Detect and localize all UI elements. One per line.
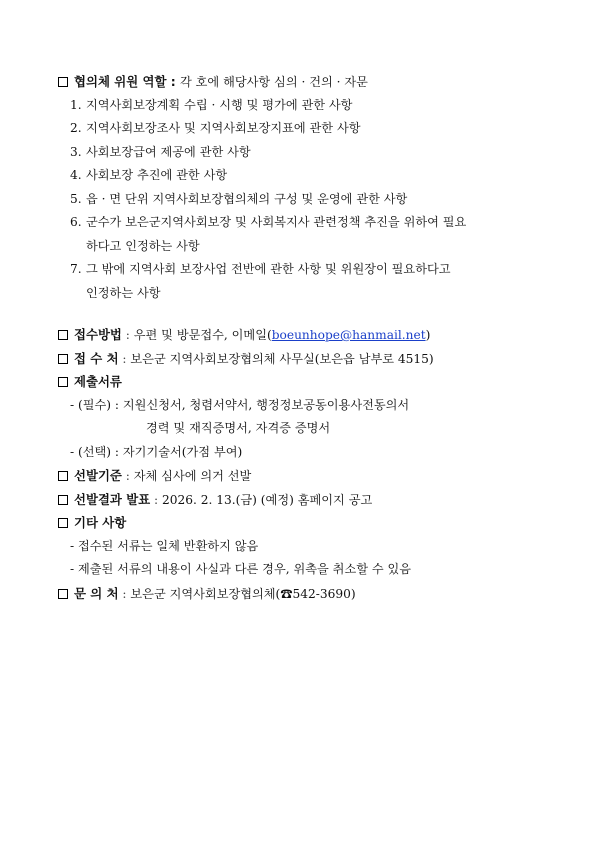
result-title: 선발결과 발표 — [74, 491, 151, 507]
role-section-header — [58, 70, 548, 94]
item-number: 7. — [70, 262, 82, 276]
contact-text: 보은군 지역사회보장협의체( — [130, 586, 281, 601]
etc-text: - 접수된 서류는 일체 반환하지 않음 — [70, 538, 259, 553]
checkbox-square-icon — [58, 495, 68, 505]
colon: : — [150, 492, 162, 507]
role-title: 협의체 위원 역할 — [74, 74, 167, 89]
docs-required-cont — [58, 417, 548, 441]
colon: : — [118, 586, 131, 601]
phone-number: 542-3690 — [292, 586, 351, 601]
role-item-3 — [58, 141, 548, 165]
place-title: 접 수 처 — [74, 350, 119, 366]
role-item-7-cont — [58, 282, 548, 306]
item-text: 사회보장급여 제공에 관한 사항 — [86, 144, 251, 159]
item-number: 1. — [70, 97, 82, 112]
item-text: 군수가 보은군지역사회보장 및 사회복지사 관련정책 추진을 위하여 필요 — [86, 215, 467, 229]
role-item-6-cont — [58, 235, 548, 259]
checkbox-square-icon — [58, 77, 68, 87]
item-text: 지역사회보장조사 및 지역사회보장지표에 관한 사항 — [86, 121, 361, 135]
paren-close: ) — [425, 328, 431, 342]
checkbox-square-icon — [58, 330, 68, 340]
colon: : — [121, 469, 134, 483]
item-number: 2. — [70, 121, 82, 135]
criteria-title: 선발기준 — [74, 468, 122, 483]
checkbox-square-icon — [58, 518, 68, 528]
etc-item-2 — [58, 558, 548, 582]
method-title: 접수방법 — [74, 327, 122, 342]
item-text: 그 밖에 지역사회 보장사업 전반에 관한 사항 및 위원장이 필요하다고 — [86, 262, 451, 276]
item-text-cont: 인정하는 사항 — [86, 285, 161, 300]
docs-section-header — [58, 370, 548, 394]
etc-text: - 제출된 서류의 내용이 사실과 다른 경우, 위촉을 취소할 수 있음 — [70, 562, 412, 576]
criteria-section — [58, 464, 548, 488]
role-colon: : — [166, 74, 181, 89]
item-number: 5. — [70, 191, 82, 206]
role-item-1 — [58, 94, 548, 118]
docs-optional — [58, 441, 548, 465]
method-text: 우편 및 방문접수, 이메일( — [133, 328, 272, 342]
optional-label: - (선택) : — [70, 444, 120, 459]
phone-icon: ☎ — [280, 586, 293, 601]
required-label: - (필수) : — [70, 397, 120, 412]
docs-required — [58, 394, 548, 418]
colon: : — [118, 351, 131, 366]
place-text: 보은군 지역사회보장협의체 사무실(보은읍 남부로 4515) — [130, 351, 434, 366]
result-text: 2026. 2. 13.(금) (예정) 홈페이지 공고 — [162, 492, 373, 507]
checkbox-square-icon — [58, 354, 68, 364]
item-text: 지역사회보장계획 수립 · 시행 및 평가에 관한 사항 — [86, 97, 353, 112]
etc-title: 기타 사항 — [74, 515, 127, 530]
place-section — [58, 347, 548, 371]
role-item-6 — [58, 211, 548, 235]
required-text: 지원신청서, 청렴서약서, 행정정보공동이용사전동의서 — [122, 397, 410, 412]
etc-item-1 — [58, 535, 548, 559]
method-section — [58, 323, 548, 347]
item-text-cont: 하다고 인정하는 사항 — [86, 238, 200, 253]
role-item-5 — [58, 188, 548, 212]
optional-text: 자기기술서(가점 부여) — [122, 444, 243, 459]
paren-close: ) — [350, 586, 356, 601]
role-item-4 — [58, 164, 548, 188]
criteria-text: 자체 심사에 의거 선발 — [133, 469, 252, 483]
etc-section-header — [58, 511, 548, 535]
checkbox-square-icon — [58, 471, 68, 481]
colon: : — [121, 328, 134, 342]
role-item-2 — [58, 117, 548, 141]
contact-section — [58, 582, 548, 606]
role-item-7 — [58, 258, 548, 282]
checkbox-square-icon — [58, 589, 68, 599]
item-text: 사회보장 추진에 관한 사항 — [86, 168, 228, 182]
item-number: 3. — [70, 144, 82, 159]
checkbox-square-icon — [58, 377, 68, 387]
notice-page — [58, 70, 548, 605]
result-section — [58, 488, 548, 512]
contact-title: 문 의 처 — [74, 585, 119, 601]
role-text: 각 호에 해당사항 심의 · 건의 · 자문 — [180, 75, 368, 89]
docs-title: 제출서류 — [74, 374, 122, 389]
email-link[interactable]: boeunhope@hanmail.net — [271, 328, 426, 342]
item-number: 6. — [70, 215, 82, 229]
item-number: 4. — [70, 168, 82, 182]
required-text-cont: 경력 및 재직증명서, 자격증 증명서 — [146, 421, 331, 435]
item-text: 읍 · 면 단위 지역사회보장협의체의 구성 및 운영에 관한 사항 — [86, 191, 408, 206]
